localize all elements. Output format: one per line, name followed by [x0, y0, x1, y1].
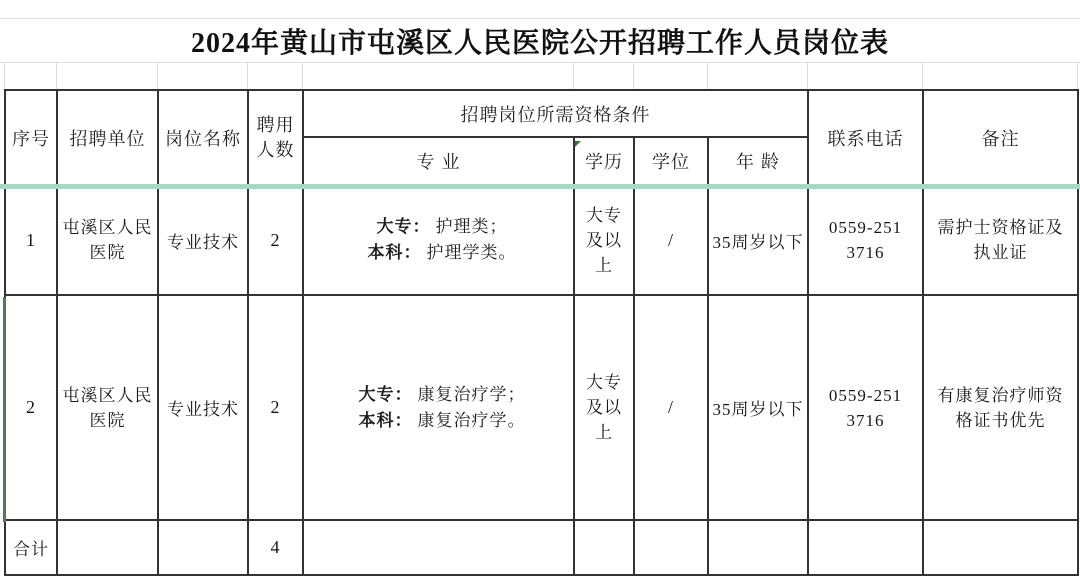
- header-count-label: 聘用人数: [256, 114, 295, 160]
- cell-unit: 屯溪区人民医院: [57, 185, 158, 295]
- header-age: 年 龄: [708, 137, 808, 185]
- header-degree: 学位: [634, 137, 708, 185]
- header-count: [248, 90, 303, 185]
- gridline: [302, 62, 303, 89]
- cell-major: 大专： 康复治疗学； 本科： 康复治疗学。: [303, 295, 574, 520]
- job-positions-table: [4, 89, 1079, 576]
- cell-serial: 2: [5, 295, 57, 520]
- cell-position: 专业技术: [158, 185, 248, 295]
- cell-phone: 0559-2513716: [808, 185, 923, 295]
- total-row-empty-cell: [158, 520, 248, 575]
- cell-degree: /: [634, 295, 708, 520]
- total-row-empty-cell: [634, 520, 708, 575]
- gridline: [1077, 62, 1078, 89]
- cell-count: 2: [248, 185, 303, 295]
- row2-green-border: [3, 297, 6, 522]
- cell-serial: 1: [5, 185, 57, 295]
- gridline: [56, 62, 57, 89]
- cell-degree: /: [634, 185, 708, 295]
- gridline: [0, 62, 1080, 63]
- cell-education: 大专及以上: [574, 295, 634, 520]
- header-position: 岗位名称: [158, 90, 248, 185]
- gridline: [573, 62, 574, 89]
- header-major: 专 业: [303, 137, 574, 185]
- gridline: [247, 62, 248, 89]
- cell-remark: 有康复治疗师资格证书优先: [923, 295, 1078, 520]
- header-serial: 序号: [5, 90, 57, 185]
- total-row-empty-cell: [708, 520, 808, 575]
- total-row-empty-cell: [923, 520, 1078, 575]
- cell-remark: 需护士资格证及执业证: [923, 185, 1078, 295]
- cell-education: 大专及以上: [574, 185, 634, 295]
- gridline: [4, 62, 5, 89]
- header-qualifications: 招聘岗位所需资格条件: [303, 90, 808, 137]
- cell-age: 35周岁以下: [708, 295, 808, 520]
- total-label: 合计: [5, 520, 57, 575]
- cell-position: 专业技术: [158, 295, 248, 520]
- total-count: 4: [248, 520, 303, 575]
- title-row: [0, 20, 1080, 62]
- total-row-empty-cell: [808, 520, 923, 575]
- total-row-empty-cell: [574, 520, 634, 575]
- page-title: 2024年黄山市屯溪区人民医院公开招聘工作人员岗位表: [190, 28, 889, 59]
- cell-error-indicator-icon: [575, 141, 581, 147]
- total-row-empty-cell: [57, 520, 158, 575]
- header-phone: 联系电话: [808, 90, 923, 185]
- cell-phone: 0559-2513716: [808, 295, 923, 520]
- cell-age: 35周岁以下: [708, 185, 808, 295]
- gridline: [0, 18, 1080, 19]
- header-freeze-line: [0, 184, 1080, 189]
- gridline: [633, 62, 634, 89]
- cell-unit: 屯溪区人民医院: [57, 295, 158, 520]
- header-remark: 备注: [923, 90, 1078, 185]
- header-unit: 招聘单位: [57, 90, 158, 185]
- total-row: [5, 520, 1078, 575]
- total-row-empty-cell: [303, 520, 574, 575]
- cell-major: 大专： 护理类； 本科： 护理学类。: [303, 185, 574, 295]
- gridline: [157, 62, 158, 89]
- gridline: [807, 62, 808, 89]
- gridline: [922, 62, 923, 89]
- header-education: 学历: [574, 137, 634, 185]
- table-row: [5, 185, 1078, 295]
- gridline: [707, 62, 708, 89]
- cell-count: 2: [248, 295, 303, 520]
- table-row: [5, 295, 1078, 520]
